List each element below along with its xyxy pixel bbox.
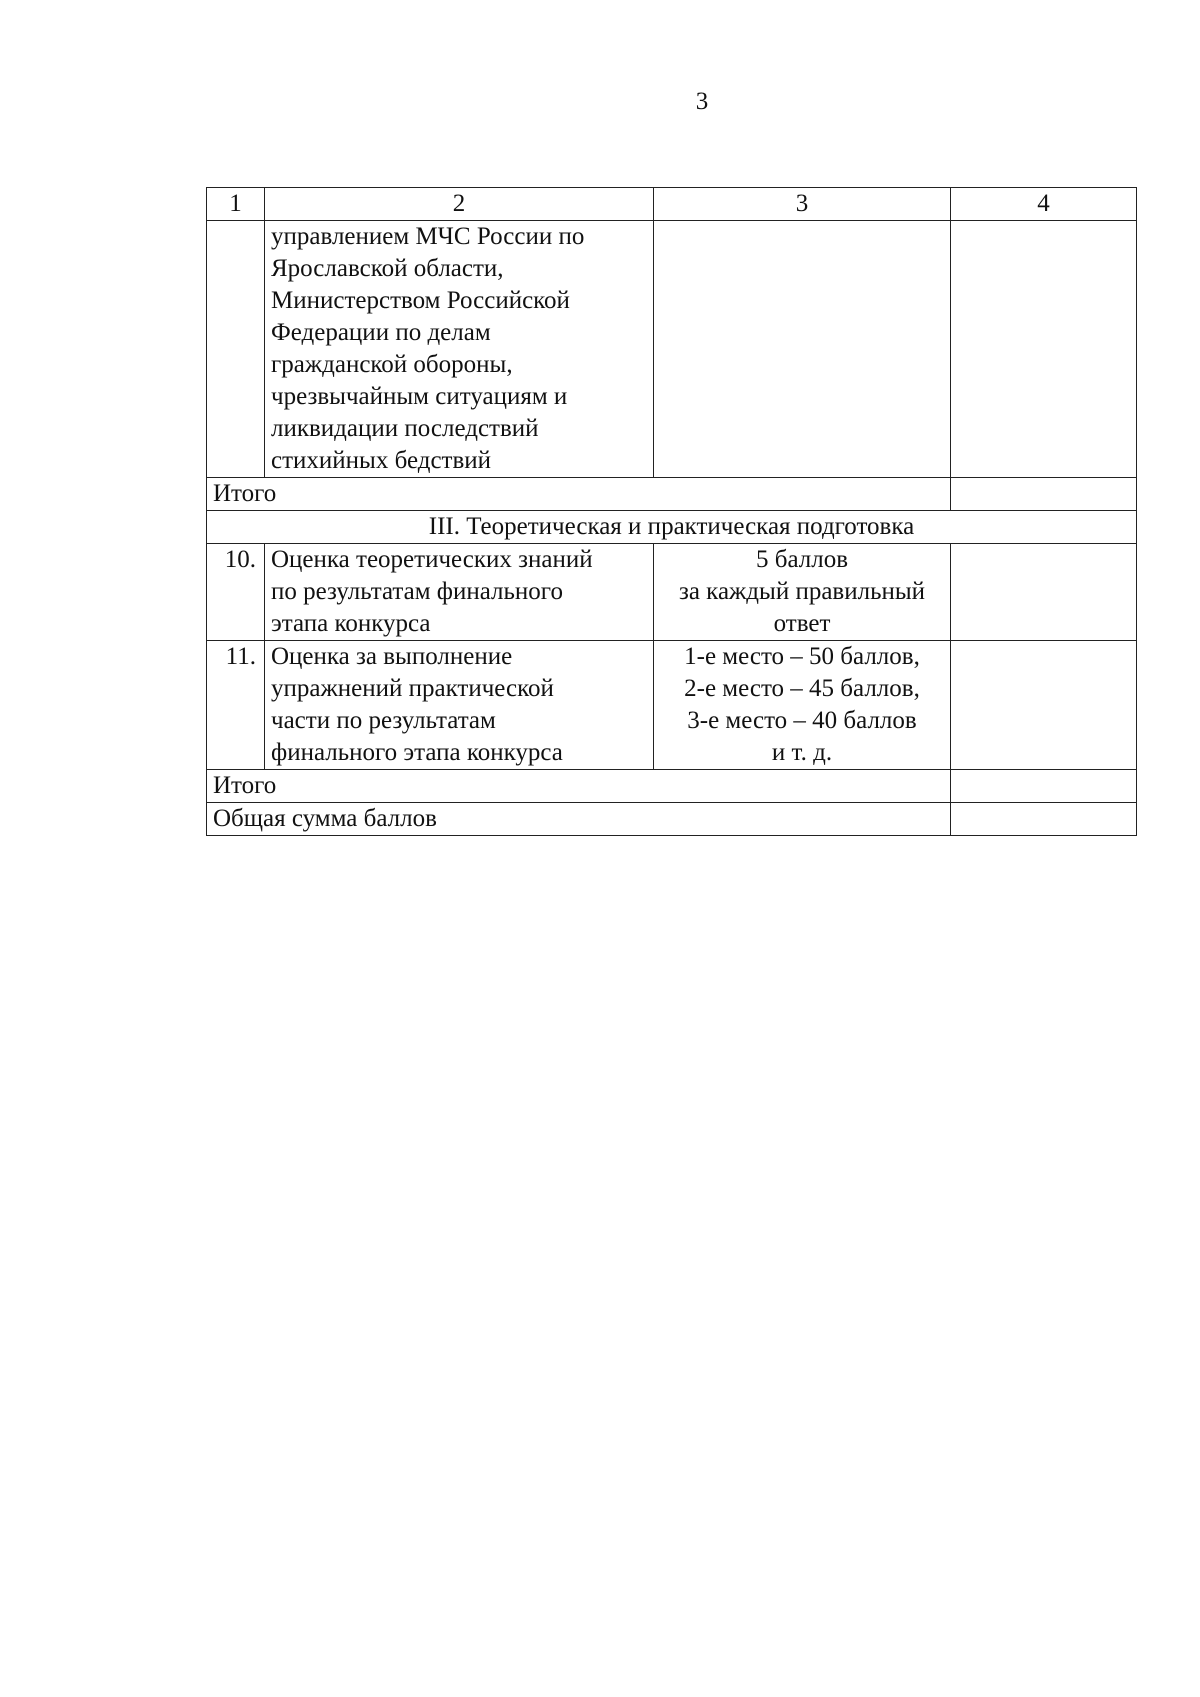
section-heading-row [207, 511, 1137, 544]
criterion-line: гражданской обороны, [271, 351, 513, 378]
criterion-cell [265, 221, 654, 478]
points-line: 1-е место – 50 баллов, [684, 643, 920, 670]
criterion-line: финального этапа конкурса [271, 739, 563, 766]
points-line: за каждый правильный [678, 578, 926, 605]
section-title: III. Теоретическая и практическая подготовка [207, 511, 1137, 544]
criterion-line: этапа конкурса [271, 610, 431, 637]
table-row-continued [207, 221, 1137, 478]
criterion-cell [265, 641, 654, 770]
page-number-text: 3 [695, 88, 709, 115]
row-number-cell: 11. [207, 641, 265, 770]
score-cell [951, 641, 1137, 770]
points-cell [654, 221, 951, 478]
criterion-line: по результатам финального [271, 578, 563, 605]
table-header-row [207, 188, 1137, 221]
subtotal-row [207, 478, 1137, 511]
grand-total-score-cell [951, 803, 1137, 836]
points-cell [654, 544, 951, 641]
row-number-cell [207, 221, 265, 478]
points-cell [654, 641, 951, 770]
criterion-line: части по результатам [271, 707, 496, 734]
points-line: 5 баллов [755, 546, 849, 573]
criterion-line: Федерации по делам [271, 319, 491, 346]
scoring-table [206, 187, 1137, 836]
table-row-11 [207, 641, 1137, 770]
criterion-line: управлением МЧС России по [271, 223, 585, 250]
criterion-line: чрезвычайным ситуациям и [271, 383, 568, 410]
subtotal-score-cell [951, 478, 1137, 511]
criterion-line: упражнений практической [271, 675, 554, 702]
criterion-line: стихийных бедствий [271, 447, 492, 474]
grand-total-label: Общая сумма баллов [207, 803, 951, 836]
header-col-3: 3 [654, 188, 951, 221]
criterion-line: Ярославской области, [271, 255, 504, 282]
points-line: ответ [773, 610, 831, 637]
points-line: 3-е место – 40 баллов [687, 707, 917, 734]
criterion-line: Оценка теоретических знаний [271, 546, 593, 573]
header-col-4: 4 [951, 188, 1137, 221]
criterion-cell [265, 544, 654, 641]
row-number-cell: 10. [207, 544, 265, 641]
points-line: 2-е место – 45 баллов, [684, 675, 920, 702]
page-number [102, 88, 1200, 116]
points-line: и т. д. [771, 739, 833, 766]
table-row-10 [207, 544, 1137, 641]
header-col-1: 1 [207, 188, 265, 221]
subtotal-score-cell [951, 770, 1137, 803]
criterion-line: Министерством Российской [271, 287, 570, 314]
criterion-line: Оценка за выполнение [271, 643, 513, 670]
subtotal-label: Итого [207, 478, 951, 511]
score-cell [951, 544, 1137, 641]
score-cell [951, 221, 1137, 478]
header-col-2: 2 [265, 188, 654, 221]
subtotal-label: Итого [207, 770, 951, 803]
criterion-line: ликвидации последствий [271, 415, 539, 442]
subtotal-row [207, 770, 1137, 803]
grand-total-row [207, 803, 1137, 836]
